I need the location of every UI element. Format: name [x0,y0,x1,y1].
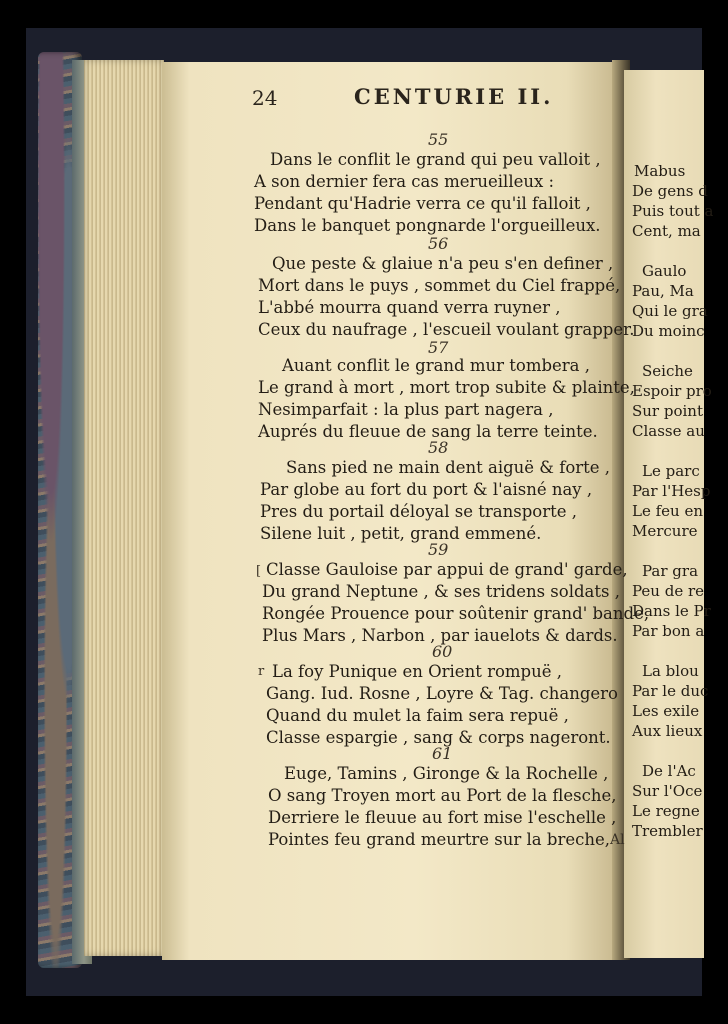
right-line: Par bon a [632,622,705,640]
margin-bracket: [ [256,564,262,579]
right-line: Sur l'Oce [632,782,703,800]
verse-line: Du grand Neptune , & ses tridens soldats , [262,582,620,601]
verse-line: Plus Mars , Narbon , par iauelots & dards. [262,626,618,645]
right-line: Le regne [632,802,700,820]
page-number: 24 [252,86,278,110]
verse-line: Pointes feu grand meurtre sur la breche, [268,830,610,849]
right-line: Par l'Hesp [632,482,711,500]
right-line: Par gra [642,562,699,580]
right-line: Qui le gra [632,302,708,320]
right-line: Le parc [642,462,700,480]
right-line: De gens d [632,182,708,200]
quatrain-number: 60 [432,642,453,661]
right-line: Pau, Ma [632,282,694,300]
right-line: Trembler [632,822,703,840]
right-line: Par le duc [632,682,709,700]
right-line: Dans le Pr [632,602,711,620]
quatrain-number: 58 [428,438,449,457]
right-line: Les exile [632,702,700,720]
verse-line: Pendant qu'Hadrie verra ce qu'il falloit , [254,194,591,213]
quatrain-number: 57 [428,338,449,357]
page-edges [84,60,164,956]
verse-line: Dans le banquet pongnarde l'orgueilleux. [254,216,601,235]
quatrain-number: 56 [428,234,449,253]
right-line: Mabus [634,162,686,180]
verse-line: Quand du mulet la faim sera repuë , [266,706,569,725]
right-line: Le feu en [632,502,704,520]
verse-line: L'abbé mourra quand verra ruyner , [258,298,561,317]
verse-line: Par globe au fort du port & l'aisné nay , [260,480,593,499]
right-line: La blou [642,662,699,680]
right-line: Sur point [632,402,703,420]
quatrain-number: 55 [428,130,449,149]
verse-line: Auprés du fleuue de sang la terre teinte. [258,422,598,441]
verse-line: O sang Troyen mort au Port de la flesche, [268,786,617,805]
right-line: Cent, ma [632,222,701,240]
verse-line: Auant conflit le grand mur tombera , [282,356,591,375]
right-line: De l'Ac [642,762,696,780]
verse-line: Dans le conflit le grand qui peu valloit , [270,150,601,169]
right-line: Gaulo [642,262,687,280]
verse-line: Mort dans le puys , sommet du Ciel frappé, [258,276,621,295]
quatrain-number: 61 [432,744,453,763]
verse-line: Silene luit , petit, grand emmené. [260,524,542,543]
catchword: Al [610,832,625,848]
verse-line: Euge, Tamins , Gironge & la Rochelle , [284,764,609,783]
verse-line: Que peste & glaiue n'a peu s'en definer , [272,254,614,273]
verse-line: Classe Gauloise par appui de grand' garde, [266,560,628,579]
verse-line: Sans pied ne main dent aiguë & forte , [286,458,611,477]
verse-line: Rongée Prouence pour soûtenir grand' bande, [262,604,650,623]
verse-line: Ceux du naufrage , l'escueil voulant grapper. [258,320,635,339]
right-line: Classe au [632,422,705,440]
verse-line: La foy Punique en Orient rompuë , [272,662,562,681]
verse-line: Gang. Iud. Rosne , Loyre & Tag. changero [266,684,618,703]
running-head: CENTURIE II. [354,84,554,109]
quatrain-number: 59 [428,540,449,559]
verse-line: Classe espargie , sang & corps nageront. [266,728,611,747]
right-line: Seiche [642,362,693,380]
right-line: Peu de re [632,582,705,600]
right-line: Mercure [632,522,698,540]
verse-line: A son dernier fera cas merueilleux : [254,172,555,191]
margin-mark: r [258,664,265,679]
right-line: Du moinc [632,322,705,340]
verse-line: Nesimparfait : la plus part nagera , [258,400,554,419]
verse-line: Pres du portail déloyal se transporte , [260,502,577,521]
right-page [624,70,714,958]
right-line: Espoir pro [632,382,712,400]
verse-line: Le grand à mort , mort trop subite & plainte, [258,378,635,397]
verse-line: Derriere le fleuue au fort mise l'eschelle , [268,808,617,827]
right-line: Aux lieux [632,722,703,740]
right-line: Puis tout a [632,202,714,220]
